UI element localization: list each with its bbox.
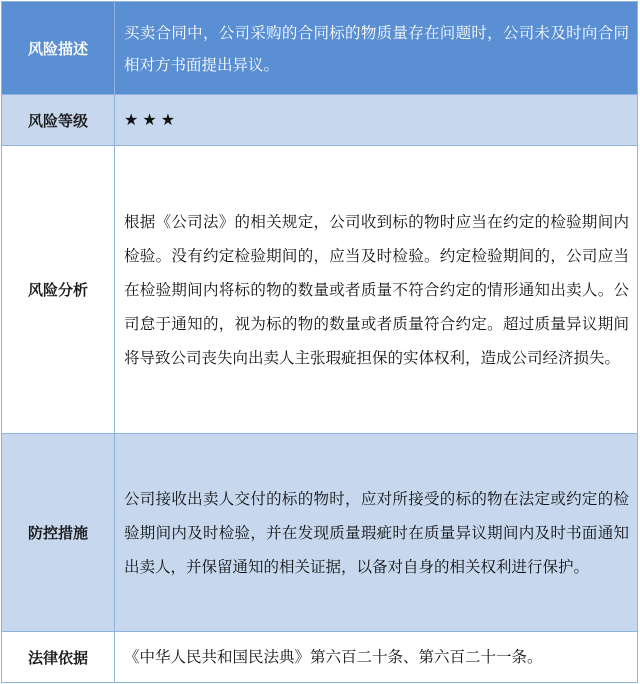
risk-description-label: 风险描述 <box>2 2 115 95</box>
risk-level-label: 风险等级 <box>2 95 115 146</box>
risk-analysis-label: 风险分析 <box>2 146 115 434</box>
prevention-measures-text: 公司接收出卖人交付的标的物时，应对所接受的标的物在法定或约定的检验期间内及时检验，并在发现质量瑕疵时在质量异议期间内及时书面通知出卖人，并保留通知的相关证据，以备对自身的相关权利进行保护。 <box>115 434 638 632</box>
risk-level-row <box>2 95 638 146</box>
legal-basis-label: 法律依据 <box>2 632 115 683</box>
legal-basis-text: 《中华人民共和国民法典》第六百二十条、第六百二十一条。 <box>115 632 638 683</box>
risk-description-row <box>2 2 638 95</box>
prevention-measures-row <box>2 434 638 632</box>
risk-analysis-row <box>2 146 638 434</box>
risk-level-stars: ★★★ <box>124 110 180 129</box>
risk-description-text: 买卖合同中，公司采购的合同标的物质量存在问题时，公司未及时向合同相对方书面提出异议。 <box>115 2 638 95</box>
legal-basis-row <box>2 632 638 683</box>
risk-analysis-text: 根据《公司法》的相关规定，公司收到标的物时应当在约定的检验期间内检验。没有约定检验期间的，应当及时检验。约定检验期间的，公司应当在检验期间内将标的物的数量或者质量不符合约定的情形通知出卖人。公司怠于通知的，视为标的物的数量或者质量符合约定。超过质量异议期间将导致公司丧失向出卖人主张瑕疵担保的实体权利，造成公司经济损失。 <box>115 146 638 434</box>
risk-table <box>1 1 638 683</box>
prevention-measures-label: 防控措施 <box>2 434 115 632</box>
